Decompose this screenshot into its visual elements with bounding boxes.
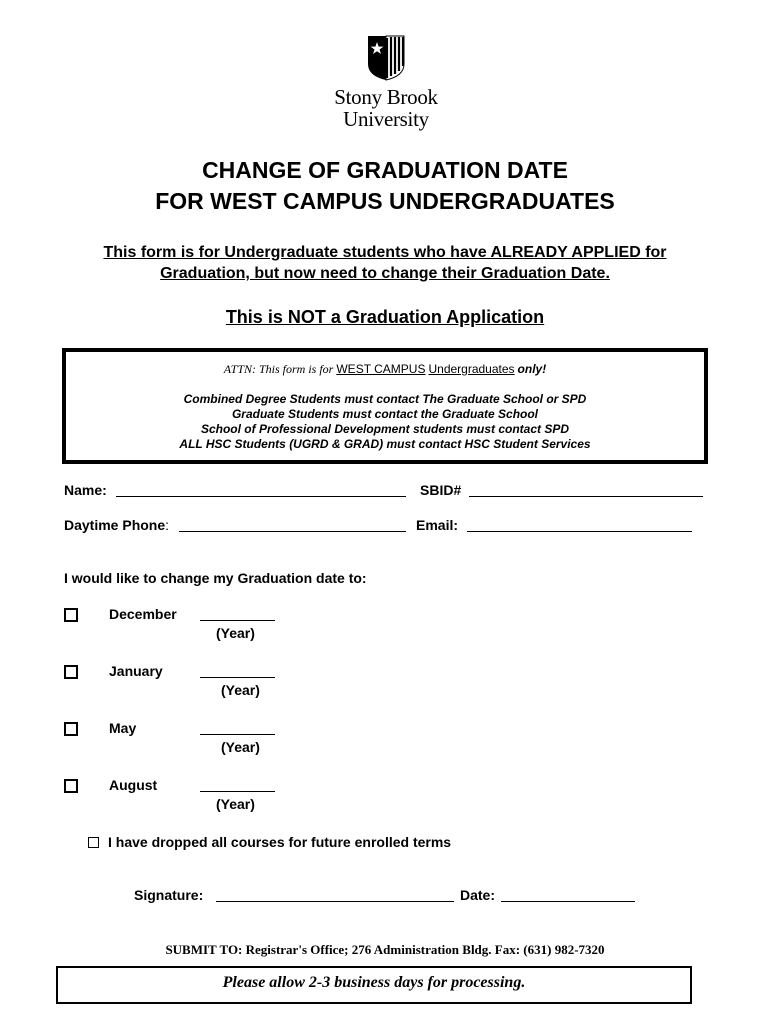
signature-field[interactable] (216, 887, 454, 902)
december-checkbox[interactable] (64, 608, 78, 622)
logo-text-line1: Stony Brook (334, 85, 438, 109)
date-label: Date: (460, 887, 496, 903)
name-field-row (64, 482, 107, 498)
august-year-field[interactable] (200, 777, 275, 792)
phone-label: Daytime Phone (64, 517, 166, 533)
form-title-line2: FOR WEST CAMPUS UNDERGRADUATES (155, 188, 615, 214)
star-shield-icon (366, 34, 406, 82)
phone-label-group (64, 517, 169, 533)
dropped-courses-label: I have dropped all courses for future enrolled terms (108, 834, 452, 850)
december-label: December (109, 606, 177, 622)
submit-instructions: SUBMIT TO: Registrar's Office; 276 Administration Bldg. Fax: (631) 982-7320 (165, 942, 605, 957)
may-label: May (109, 720, 137, 736)
notice-line2: Graduation, but now need to change their Graduation Date. (160, 265, 610, 282)
december-year-field[interactable] (200, 606, 275, 621)
attn-contact-line: Combined Degree Students must contact The Graduate School or SPD (183, 392, 587, 406)
attn-suffix: only! (517, 362, 547, 376)
attn-contact-line: School of Professional Development students must contact SPD (200, 422, 570, 436)
name-label: Name: (64, 482, 107, 498)
date-field[interactable] (501, 887, 635, 902)
name-field[interactable] (116, 482, 406, 497)
august-year-label: (Year) (216, 796, 255, 812)
form-title-line1: CHANGE OF GRADUATION DATE (202, 157, 568, 183)
attn-campus: WEST CAMPUS (336, 362, 426, 376)
august-label: August (109, 777, 158, 793)
may-year-label: (Year) (221, 739, 260, 755)
attn-contact-line: Graduate Students must contact the Graduate School (231, 407, 539, 421)
processing-note-box (56, 966, 692, 1004)
january-label: January (109, 663, 163, 679)
sbid-field[interactable] (469, 482, 703, 497)
january-year-field[interactable] (200, 663, 275, 678)
email-label: Email: (416, 517, 459, 533)
email-field[interactable] (467, 517, 692, 532)
dropped-courses-checkbox[interactable] (88, 837, 99, 848)
phone-colon: : (165, 517, 170, 533)
signature-label: Signature: (134, 887, 204, 903)
attn-contact-list (66, 392, 704, 452)
university-logo (326, 34, 446, 134)
may-checkbox[interactable] (64, 722, 78, 736)
january-checkbox[interactable] (64, 665, 78, 679)
attn-who: Undergraduates (428, 362, 515, 376)
processing-note: Please allow 2-3 business days for processing. (222, 974, 526, 991)
january-year-label: (Year) (221, 682, 260, 698)
sbid-label: SBID# (420, 482, 462, 498)
attn-contact-line: ALL HSC Students (UGRD & GRAD) must contact HSC Student Services (179, 437, 591, 451)
phone-field[interactable] (179, 517, 406, 532)
attention-box (62, 348, 708, 464)
attn-prefix: ATTN: This form is for (223, 362, 334, 376)
december-year-label: (Year) (216, 625, 255, 641)
notice-line1: This form is for Undergraduate students who have ALREADY APPLIED for (103, 244, 667, 261)
may-year-field[interactable] (200, 720, 275, 735)
logo-text-line2: University (343, 107, 429, 131)
not-application-heading: This is NOT a Graduation Application (225, 307, 545, 327)
attn-line (66, 362, 704, 377)
change-prompt: I would like to change my Graduation date to: (64, 570, 367, 586)
august-checkbox[interactable] (64, 779, 78, 793)
